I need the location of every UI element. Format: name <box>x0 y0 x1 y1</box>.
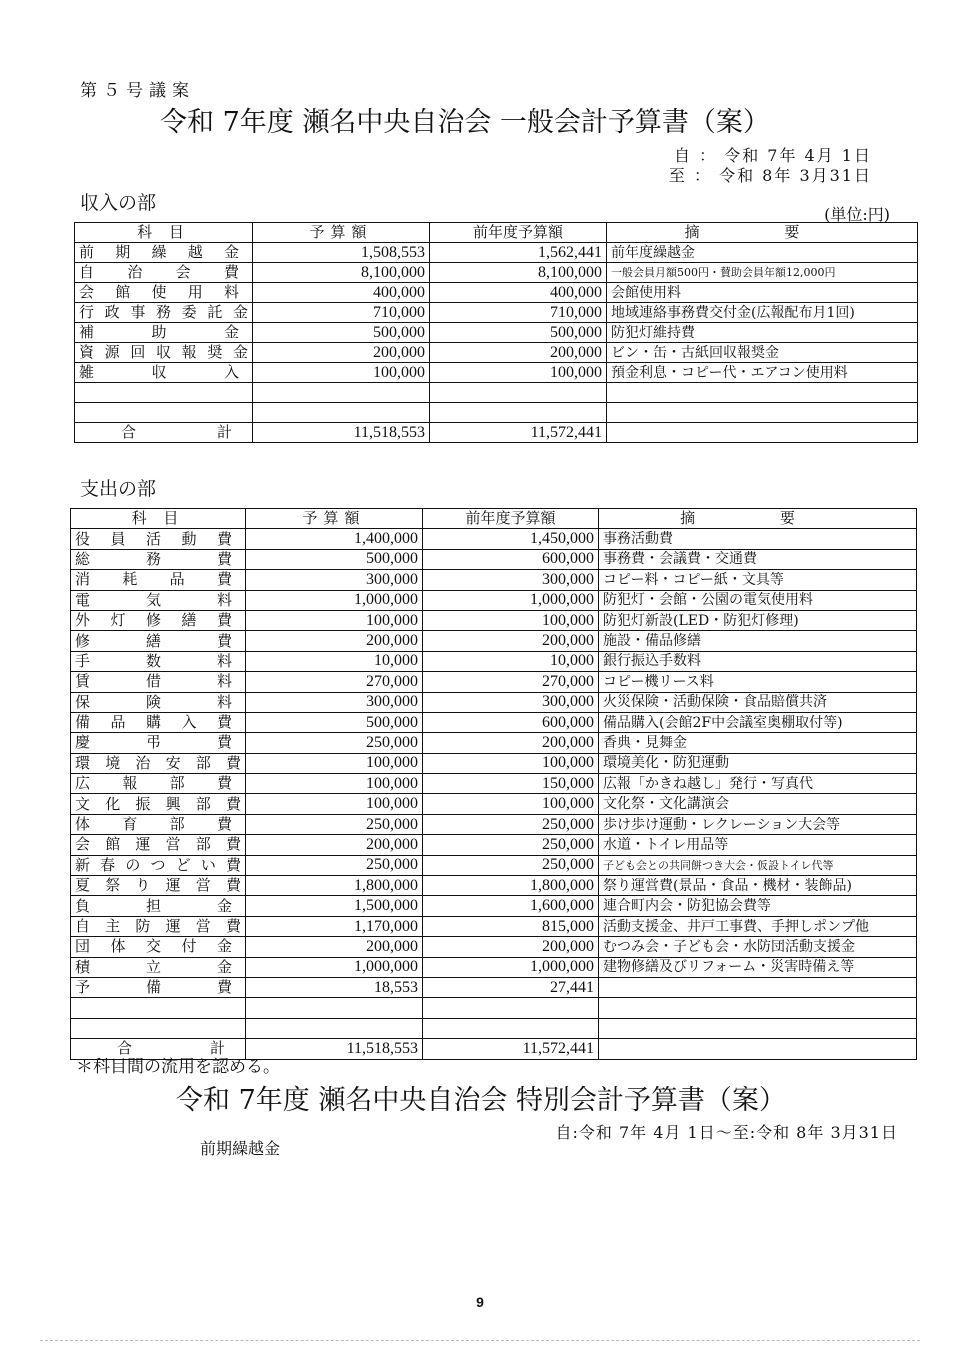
income-row <box>75 263 918 283</box>
special-budget-title: 令和 7年度 瀬名中央自治会 特別会計予算書（案） <box>176 1085 786 1116</box>
expense-row <box>71 855 917 875</box>
budget-cell: 200,000 <box>246 631 423 651</box>
col-budget: 予算額 <box>253 223 430 243</box>
prev-budget-cell: 1,562,441 <box>430 243 607 263</box>
blank-cell <box>607 383 918 403</box>
budget-cell: 500,000 <box>246 549 423 569</box>
period-from: 自 ： 令和 7年 4月 1日 <box>674 146 872 165</box>
subject-cell: 自治会費 <box>75 263 253 283</box>
summary-cell: 水道・トイレ用品等 <box>599 835 917 855</box>
prev-budget-cell: 200,000 <box>423 733 599 753</box>
subject-cell: 会館使用料 <box>75 283 253 303</box>
expense-row <box>71 610 917 630</box>
subject-cell: 賃借料 <box>71 672 246 692</box>
prev-budget-cell: 27,441 <box>423 977 599 997</box>
agenda-number: 第５号議案 <box>80 81 195 101</box>
prev-budget-cell: 600,000 <box>423 712 599 732</box>
prev-budget-cell: 100,000 <box>423 794 599 814</box>
blank-cell <box>430 403 607 423</box>
prev-budget-cell: 200,000 <box>423 631 599 651</box>
expense-row <box>71 651 917 671</box>
expense-header-row <box>71 509 917 529</box>
prev-budget-cell: 300,000 <box>423 570 599 590</box>
prev-budget-cell: 1,000,000 <box>423 590 599 610</box>
subject-cell: 夏祭り運営費 <box>71 876 246 896</box>
expense-row <box>71 712 917 732</box>
prev-budget-cell: 1,600,000 <box>423 896 599 916</box>
summary-cell: 事務活動費 <box>599 529 917 549</box>
budget-cell: 400,000 <box>253 283 430 303</box>
budget-cell: 1,400,000 <box>246 529 423 549</box>
budget-cell: 100,000 <box>246 610 423 630</box>
budget-cell: 1,800,000 <box>246 876 423 896</box>
income-section-heading: 収入の部 <box>80 192 157 214</box>
expense-table <box>70 508 917 1060</box>
prev-budget-cell: 300,000 <box>423 692 599 712</box>
income-header-row <box>75 223 918 243</box>
expense-section-heading: 支出の部 <box>80 478 157 500</box>
prev-budget-cell: 100,000 <box>423 610 599 630</box>
expense-row <box>71 916 917 936</box>
expense-row <box>71 774 917 794</box>
prev-budget-cell: 100,000 <box>430 363 607 383</box>
summary-cell: 銀行振込手数料 <box>599 651 917 671</box>
summary-cell: 備品購入(会館2F中会議室奥棚取付等) <box>599 712 917 732</box>
expense-row <box>71 896 917 916</box>
summary-cell: 防犯灯維持費 <box>607 323 918 343</box>
budget-cell: 100,000 <box>246 774 423 794</box>
summary-cell: 歩け歩け運動・レクレーション大会等 <box>599 814 917 834</box>
prev-budget-cell: 815,000 <box>423 916 599 936</box>
blank-row <box>75 383 918 403</box>
subject-cell: 保険料 <box>71 692 246 712</box>
expense-row <box>71 529 917 549</box>
total-summary-cell <box>599 1039 917 1059</box>
blank-cell <box>246 998 423 1018</box>
budget-cell: 300,000 <box>246 570 423 590</box>
col-prev-budget: 前年度予算額 <box>423 509 599 529</box>
prev-budget-cell: 600,000 <box>423 549 599 569</box>
blank-cell <box>246 1018 423 1038</box>
transfer-note: ＊科目間の流用を認める。 <box>76 1057 280 1077</box>
blank-cell <box>423 1018 599 1038</box>
subject-cell: 総務費 <box>71 549 246 569</box>
prev-budget-cell: 10,000 <box>423 651 599 671</box>
summary-cell: 連合町内会・防犯協会費等 <box>599 896 917 916</box>
subject-cell: 資源回収報奨金 <box>75 343 253 363</box>
summary-cell: 地域連絡事務費交付金(広報配布月1回) <box>607 303 918 323</box>
prev-budget-cell: 500,000 <box>430 323 607 343</box>
budget-cell: 500,000 <box>253 323 430 343</box>
summary-cell: 文化祭・文化講演会 <box>599 794 917 814</box>
summary-cell: ビン・缶・古紙回収報奨金 <box>607 343 918 363</box>
prev-budget-cell: 250,000 <box>423 835 599 855</box>
budget-cell: 200,000 <box>253 343 430 363</box>
subject-cell: 新春のつどい費 <box>71 855 246 875</box>
expense-row <box>71 733 917 753</box>
summary-cell: 環境美化・防犯運動 <box>599 753 917 773</box>
budget-cell: 100,000 <box>246 794 423 814</box>
budget-cell: 1,170,000 <box>246 916 423 936</box>
blank-row <box>75 403 918 423</box>
budget-cell: 1,500,000 <box>246 896 423 916</box>
income-row <box>75 283 918 303</box>
prev-budget-cell: 1,450,000 <box>423 529 599 549</box>
budget-cell: 1,000,000 <box>246 957 423 977</box>
budget-cell: 100,000 <box>246 753 423 773</box>
subject-cell: 自主防運営費 <box>71 916 246 936</box>
subject-cell: 体育部費 <box>71 814 246 834</box>
summary-cell: 広報「かきね越し」発行・写真代 <box>599 774 917 794</box>
expense-row <box>71 549 917 569</box>
subject-cell: 会館運営部費 <box>71 835 246 855</box>
prev-budget-cell: 200,000 <box>423 937 599 957</box>
income-row <box>75 363 918 383</box>
budget-cell: 10,000 <box>246 651 423 671</box>
blank-cell <box>599 998 917 1018</box>
income-row <box>75 243 918 263</box>
expense-row <box>71 672 917 692</box>
subject-cell: 手数料 <box>71 651 246 671</box>
total-label: 合 計 <box>71 1039 246 1059</box>
prev-budget-cell: 100,000 <box>423 753 599 773</box>
summary-cell: 前年度繰越金 <box>607 243 918 263</box>
income-total-row <box>75 423 918 443</box>
col-prev-budget: 前年度予算額 <box>430 223 607 243</box>
general-budget-title: 令和 7年度 瀬名中央自治会 一般会計予算書（案） <box>160 107 770 138</box>
budget-cell: 500,000 <box>246 712 423 732</box>
total-budget: 11,518,553 <box>253 423 430 443</box>
blank-cell <box>75 383 253 403</box>
total-summary-cell <box>607 423 918 443</box>
summary-cell: 会館使用料 <box>607 283 918 303</box>
summary-cell: 活動支援金、井戸工事費、手押しポンプ他 <box>599 916 917 936</box>
blank-cell <box>607 403 918 423</box>
summary-cell: 事務費・会議費・交通費 <box>599 549 917 569</box>
expense-row <box>71 631 917 651</box>
subject-cell: 備品購入費 <box>71 712 246 732</box>
subject-cell: 役員活動費 <box>71 529 246 549</box>
blank-cell <box>253 403 430 423</box>
subject-cell: 広報部費 <box>71 774 246 794</box>
prev-budget-cell: 400,000 <box>430 283 607 303</box>
prev-budget-cell: 250,000 <box>423 814 599 834</box>
col-summary: 摘 要 <box>607 223 918 243</box>
subject-cell: 補助金 <box>75 323 253 343</box>
total-label: 合 計 <box>75 423 253 443</box>
income-row <box>75 343 918 363</box>
blank-row <box>71 998 917 1018</box>
budget-cell: 18,553 <box>246 977 423 997</box>
summary-cell: 香典・見舞金 <box>599 733 917 753</box>
budget-cell: 8,100,000 <box>253 263 430 283</box>
col-subject: 科 目 <box>75 223 253 243</box>
budget-cell: 300,000 <box>246 692 423 712</box>
budget-cell: 200,000 <box>246 937 423 957</box>
blank-cell <box>71 1018 246 1038</box>
expense-row <box>71 957 917 977</box>
blank-cell <box>253 383 430 403</box>
blank-cell <box>599 1018 917 1038</box>
blank-cell <box>430 383 607 403</box>
summary-cell: 防犯灯新設(LED・防犯灯修理) <box>599 610 917 630</box>
col-summary: 摘 要 <box>599 509 917 529</box>
subject-cell: 負担金 <box>71 896 246 916</box>
subject-cell: 消耗品費 <box>71 570 246 590</box>
total-prev-budget: 11,572,441 <box>430 423 607 443</box>
prev-budget-cell: 710,000 <box>430 303 607 323</box>
prev-budget-cell: 270,000 <box>423 672 599 692</box>
subject-cell: 外灯修繕費 <box>71 610 246 630</box>
expense-row <box>71 590 917 610</box>
scan-edge-line <box>40 1340 920 1341</box>
budget-cell: 1,000,000 <box>246 590 423 610</box>
subject-cell: 修繕費 <box>71 631 246 651</box>
expense-row <box>71 937 917 957</box>
budget-cell: 710,000 <box>253 303 430 323</box>
prev-budget-cell: 1,800,000 <box>423 876 599 896</box>
subject-cell: 行政事務委託金 <box>75 303 253 323</box>
expense-row <box>71 692 917 712</box>
summary-cell: 祭り運営費(景品・食品・機材・装飾品) <box>599 876 917 896</box>
expense-row <box>71 977 917 997</box>
prev-budget-cell: 200,000 <box>430 343 607 363</box>
page-number: 9 <box>476 1294 484 1310</box>
income-row <box>75 323 918 343</box>
blank-row <box>71 1018 917 1038</box>
summary-cell: 建物修繕及びリフォーム・災害時備え等 <box>599 957 917 977</box>
prev-budget-cell: 8,100,000 <box>430 263 607 283</box>
summary-cell: コピー機リース料 <box>599 672 917 692</box>
budget-cell: 1,508,553 <box>253 243 430 263</box>
total-prev-budget: 11,572,441 <box>423 1039 599 1059</box>
summary-cell: 防犯灯・会館・公園の電気使用料 <box>599 590 917 610</box>
budget-cell: 200,000 <box>246 835 423 855</box>
subject-cell: 前期繰越金 <box>75 243 253 263</box>
summary-cell: 火災保険・活動保険・食品賠償共済 <box>599 692 917 712</box>
expense-row <box>71 794 917 814</box>
col-budget: 予算額 <box>246 509 423 529</box>
subject-cell: 積立金 <box>71 957 246 977</box>
special-period: 自:令和 7年 4月 1日～至:令和 8年 3月31日 <box>555 1123 898 1142</box>
expense-row <box>71 753 917 773</box>
subject-cell: 電気料 <box>71 590 246 610</box>
subject-cell: 慶弔費 <box>71 733 246 753</box>
prev-budget-cell: 1,000,000 <box>423 957 599 977</box>
expense-row <box>71 876 917 896</box>
budget-cell: 250,000 <box>246 814 423 834</box>
prev-budget-cell: 250,000 <box>423 855 599 875</box>
blank-cell <box>423 998 599 1018</box>
prev-budget-cell: 150,000 <box>423 774 599 794</box>
income-table <box>74 222 918 443</box>
expense-row <box>71 814 917 834</box>
col-subject: 科 目 <box>71 509 246 529</box>
blank-cell <box>71 998 246 1018</box>
budget-cell: 250,000 <box>246 855 423 875</box>
subject-cell: 団体交付金 <box>71 937 246 957</box>
subject-cell: 予備費 <box>71 977 246 997</box>
unit-label: (単位:円) <box>824 205 890 224</box>
summary-cell: むつみ会・子ども会・水防団活動支援金 <box>599 937 917 957</box>
subject-cell: 環境治安部費 <box>71 753 246 773</box>
blank-cell <box>75 403 253 423</box>
budget-cell: 250,000 <box>246 733 423 753</box>
summary-cell: コピー料・コピー紙・文具等 <box>599 570 917 590</box>
summary-cell: 一般会員月額500円・賛助会員年額12,000円 <box>607 263 918 283</box>
budget-cell: 270,000 <box>246 672 423 692</box>
subject-cell: 雑収入 <box>75 363 253 383</box>
budget-cell: 100,000 <box>253 363 430 383</box>
period-to: 至 ： 令和 8年 3月31日 <box>668 166 872 185</box>
total-budget: 11,518,553 <box>246 1039 423 1059</box>
expense-row <box>71 570 917 590</box>
summary-cell: 子ども会との共同餅つき大会・仮設トイレ代等 <box>599 855 917 875</box>
carryover-label: 前期繰越金 <box>200 1139 281 1158</box>
summary-cell <box>599 977 917 997</box>
subject-cell: 文化振興部費 <box>71 794 246 814</box>
summary-cell: 預金利息・コピー代・エアコン使用料 <box>607 363 918 383</box>
expense-row <box>71 835 917 855</box>
summary-cell: 施設・備品修繕 <box>599 631 917 651</box>
income-row <box>75 303 918 323</box>
